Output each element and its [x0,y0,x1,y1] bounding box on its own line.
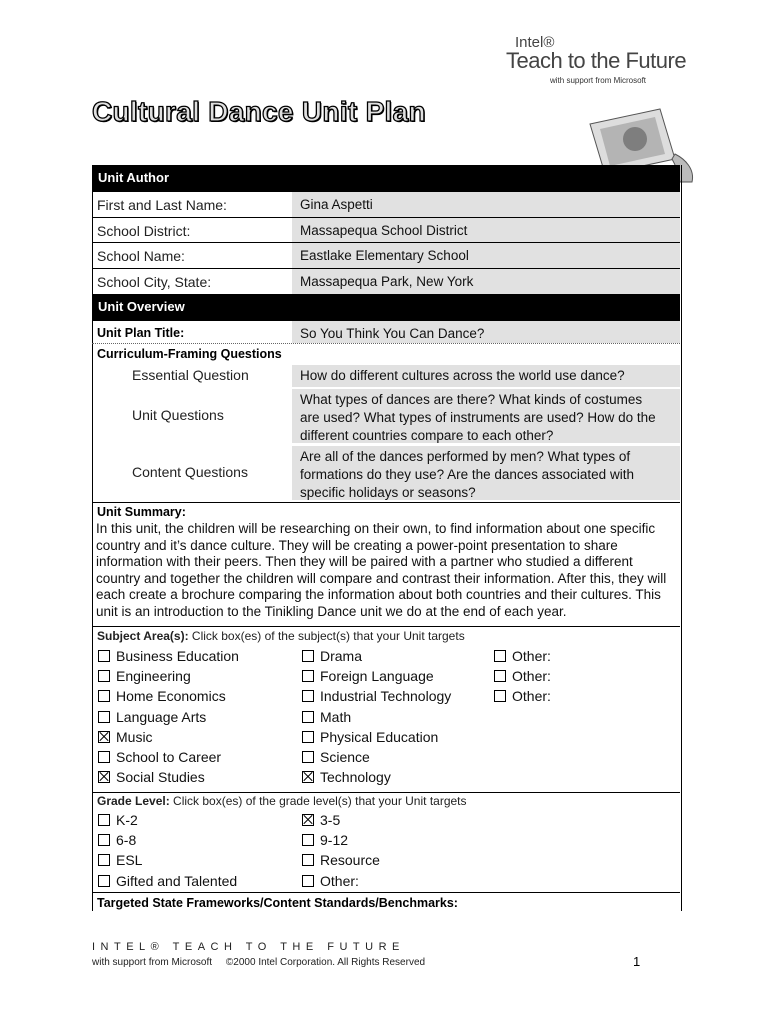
checkbox-label: 3-5 [320,812,341,828]
grade-level-instruction: Click box(es) of the grade level(s) that your Unit targets [173,794,467,808]
subject-area-option[interactable] [98,747,221,767]
grade-level-option[interactable] [302,871,359,891]
subject-area-instruction: Click box(es) of the subject(s) that your Unit targets [191,629,465,643]
checkbox-icon[interactable] [98,751,110,763]
standards-row [92,892,680,911]
logo-intel: Intel® [515,34,555,51]
checkbox-label: Social Studies [116,769,205,786]
grade-level-option[interactable] [98,850,142,870]
grade-level-option[interactable] [302,810,340,830]
district-value[interactable]: Massapequa School District [292,218,680,242]
author-name-label: First and Last Name: [97,197,227,213]
content-questions-value[interactable]: Are all of the dances performed by men? What types of formations do they use? Are the dances associated with specific holidays or seasons? [292,446,680,500]
checkbox-label: Home Economics [116,688,226,705]
checked-box-icon[interactable] [302,771,314,783]
checked-box-icon[interactable] [302,814,314,826]
checkbox-icon[interactable] [302,690,314,702]
checkbox-icon[interactable] [494,650,506,662]
city-label: School City, State: [97,274,212,290]
logo-support: with support from Microsoft [550,76,647,85]
school-value[interactable]: Eastlake Elementary School [292,243,680,268]
checkbox-label: Engineering [116,668,191,685]
plan-title-label: Unit Plan Title: [97,326,185,340]
checkbox-icon[interactable] [494,690,506,702]
unit-questions-label: Unit Questions [132,407,224,423]
subject-area-option[interactable] [302,666,434,686]
grade-level-option[interactable] [98,810,138,830]
plan-title-row [92,320,680,344]
subject-area-option[interactable] [98,646,239,666]
subject-area-option[interactable] [302,646,362,666]
checkbox-icon[interactable] [98,875,110,887]
subject-area-heading [97,629,465,643]
intel-teach-logo [500,34,710,184]
checkbox-icon[interactable] [302,854,314,866]
checkbox-icon[interactable] [98,834,110,846]
checked-box-icon[interactable] [98,771,110,783]
checkbox-label: Other: [512,688,551,705]
subject-area-option[interactable] [98,727,153,747]
city-value[interactable]: Massapequa Park, New York [292,269,680,294]
subject-area-option[interactable] [494,666,551,686]
school-label: School Name: [97,248,185,264]
subject-area-option[interactable] [494,646,551,666]
plan-title-value[interactable]: So You Think You Can Dance? [292,321,680,343]
checkbox-icon[interactable] [302,650,314,662]
checkbox-icon[interactable] [98,711,110,723]
author-row-name [92,191,680,217]
grade-level-heading [97,794,467,808]
subject-area-option[interactable] [302,707,351,727]
checkbox-label: Foreign Language [320,668,434,685]
unit-questions-value[interactable]: What types of dances are there? What kinds of costumes are used? What types of instruments are used? How do the different countries compare to each other? [292,389,680,443]
checkbox-label: Other: [512,668,551,685]
checkbox-label: 9-12 [320,832,349,849]
checkbox-label: Business Education [116,648,239,664]
checkbox-label: ESL [116,852,143,869]
checkbox-icon[interactable] [302,731,314,743]
grade-level-option[interactable] [98,871,237,891]
essential-label: Essential Question [132,367,249,383]
checkbox-label: Industrial Technology [320,688,452,705]
author-row-district [92,217,680,242]
checkbox-icon[interactable] [302,751,314,763]
essential-value[interactable]: How do different cultures across the world use dance? [292,365,680,387]
checkbox-label: K-2 [116,812,138,828]
checkbox-label: Physical Education [320,728,439,745]
subject-area-option[interactable] [302,686,451,706]
checkbox-icon[interactable] [302,711,314,723]
checkbox-icon[interactable] [98,854,110,866]
checkbox-label: Other: [512,648,551,664]
cfq-section [92,344,680,502]
grade-level-option[interactable] [302,850,380,870]
cfq-header: Curriculum-Framing Questions [97,347,282,361]
page-title: Cultural Dance Unit Plan [92,96,426,127]
subject-area-option[interactable] [98,686,226,706]
checkbox-icon[interactable] [494,670,506,682]
summary-label: Unit Summary: [97,505,186,519]
checkbox-label: Gifted and Talented [116,872,238,889]
checkbox-label: 6-8 [116,832,137,849]
checkbox-icon[interactable] [98,670,110,682]
checkbox-label: Music [116,728,153,745]
author-name-value[interactable]: Gina Aspetti [292,192,680,217]
checkbox-icon[interactable] [98,814,110,826]
checkbox-label: Math [320,708,352,725]
logo-teach: Teach to the Future [506,48,687,73]
checkbox-label: School to Career [116,749,222,765]
checkbox-icon[interactable] [302,834,314,846]
checkbox-icon[interactable] [302,670,314,682]
checked-box-icon[interactable] [98,731,110,743]
subject-area-label: Subject Area(s): [97,629,189,643]
author-row-city [92,268,680,294]
subject-area-option[interactable] [302,767,391,787]
checkbox-icon[interactable] [98,650,110,662]
author-row-school [92,242,680,268]
checkbox-label: Resource [320,852,380,869]
subject-area-option[interactable] [302,747,370,767]
checkbox-label: Language Arts [116,708,207,725]
subject-area-option[interactable] [98,666,191,686]
grade-level-option[interactable] [98,830,136,850]
page-number: 1 [633,954,641,969]
subject-area-option[interactable] [302,727,438,747]
unit-author-header: Unit Author [92,165,680,191]
subject-area-option[interactable] [98,767,205,787]
checkbox-label: Other: [320,872,359,889]
unit-overview-header: Unit Overview [92,294,680,320]
subject-area-option[interactable] [98,707,206,727]
grade-level-option[interactable] [302,830,348,850]
summary-text[interactable]: In this unit, the children will be researching on their own, to find information about one specific country and it’s dance culture. They will be creating a power-point presentation to share information with their peers. Then they will be paired with a partner who studied a different country and together the children will compare and contrast their information. After this, they will each create a brochure comparing the information about both countries and their cultures. This unit is an introduction to the Tinikling Dance unit we do at the end of each year. [96,521,667,619]
footer-brand: INTEL® TEACH TO THE FUTURE [92,941,405,953]
checkbox-icon[interactable] [98,690,110,702]
district-label: School District: [97,223,191,239]
standards-label: Targeted State Frameworks/Content Standards/Benchmarks: [97,896,458,910]
checkbox-label: Drama [320,648,363,664]
content-questions-label: Content Questions [132,464,248,480]
subject-area-option[interactable] [494,686,551,706]
footer-copyright: with support from Microsoft ©2000 Intel Corporation. All Rights Reserved [92,957,426,968]
checkbox-label: Technology [320,769,391,786]
checkbox-icon[interactable] [302,875,314,887]
checkbox-label: Science [320,749,370,765]
grade-level-label: Grade Level: [97,794,170,808]
